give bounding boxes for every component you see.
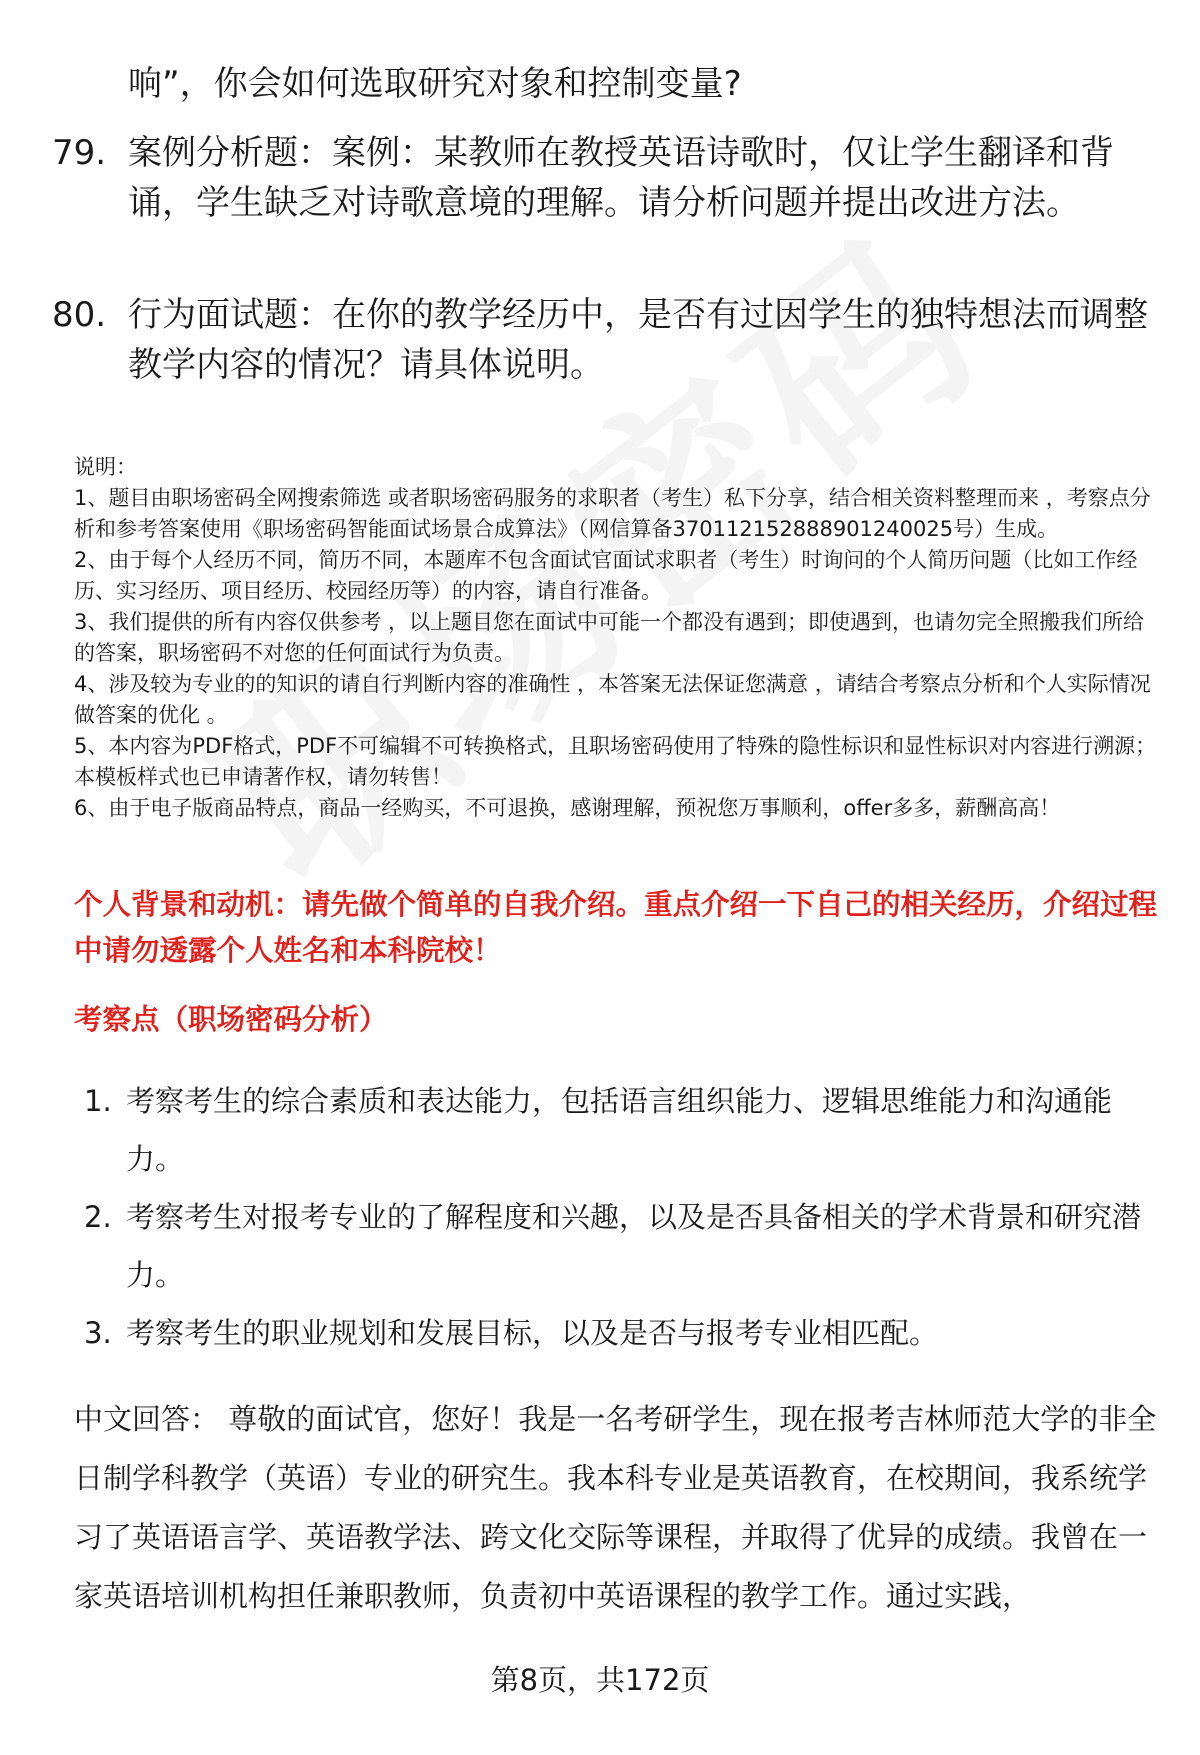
point-text: 考察考生的职业规划和发展目标，以及是否与报考专业相匹配。 [126,1316,939,1350]
question-78-continuation: 响”，你会如何选取研究对象和控制变量? [128,64,742,104]
question-text: 案例分析题：案例：某教师在教授英语诗歌时，仅让学生翻译和背诵，学生缺乏对诗歌意境的理解。请分析问题并提出改进方法。 [128,133,1114,223]
analysis-points [84,1072,1159,1362]
analysis-point [84,1188,1159,1304]
notes-section [74,452,1159,824]
analysis-point [84,1072,1159,1188]
question-item [52,290,1152,390]
point-number: 1. [84,1084,112,1118]
note-item: 4、涉及较为专业的的知识的请自行判断内容的准确性 ，本答案无法保证您满意 ，请结合考察点分析和个人实际情况做答案的优化 。 [74,672,1151,727]
note-item: 3、我们提供的所有内容仅供参考 ，以上题目您在面试中可能一个都没有遇到；即使遇到，也请勿完全照搬我们所给的答案，职场密码不对您的任何面试行为负责。 [74,610,1145,665]
point-number: 3. [84,1316,112,1350]
question-item [52,128,1152,228]
page-footer: 第8页，共172页 [490,1663,710,1697]
point-number: 2. [84,1200,112,1234]
question-number: 80. [52,295,107,335]
analysis-heading: 考察点（职场密码分析） [74,1003,388,1036]
analysis-point [84,1304,1159,1362]
featured-question: 个人背景和动机：请先做个简单的自我介绍。重点介绍一下自己的相关经历，介绍过程中请勿透露个人姓名和本科院校！ [74,888,1158,967]
note-item: 5、本内容为PDF格式，PDF不可编辑不可转换格式，且职场密码使用了特殊的隐性标识和显性标识对内容进行溯源；本模板样式也已申请著作权，请勿转售！ [74,734,1157,789]
note-item: 6、由于电子版商品特点，商品一经购买，不可退换，感谢理解，预祝您万事顺利，offer多多，薪酬高高！ [74,796,1061,820]
point-text: 考察考生的综合素质和表达能力，包括语言组织能力、逻辑思维能力和沟通能力。 [126,1084,1113,1176]
answer-paragraph: 中文回答： 尊敬的面试官，您好！我是一名考研学生，现在报考吉林师范大学的非全日制学科教学（英语）专业的研究生。我本科专业是英语教育，在校期间，我系统学习了英语语言学、英语教学法、跨文化交际等课程，并取得了优异的成绩。我曾在一家英语培训机构担任兼职教师，负责初中英语课程的教学工作。通过实践， [74,1402,1157,1613]
note-item: 1、题目由职场密码全网搜索筛选 或者职场密码服务的求职者（考生）私下分享，结合相关资料整理而来 ，考察点分析和参考答案使用《职场密码智能面试场景合成算法》（网信算备370112152888901240025号）生成。 [74,486,1151,541]
notes-title: 说明： [74,455,137,479]
point-text: 考察考生对报考专业的了解程度和兴趣，以及是否具备相关的学术背景和研究潜力。 [126,1200,1142,1292]
note-item: 2、由于每个人经历不同，简历不同，本题库不包含面试官面试求职者（考生）时询问的个人简历问题（比如工作经历、实习经历、项目经历、校园经历等）的内容，请自行准备。 [74,548,1138,603]
question-number: 79. [52,133,107,173]
question-text: 行为面试题：在你的教学经历中，是否有过因学生的独特想法而调整教学内容的情况？请具体说明。 [128,295,1148,385]
